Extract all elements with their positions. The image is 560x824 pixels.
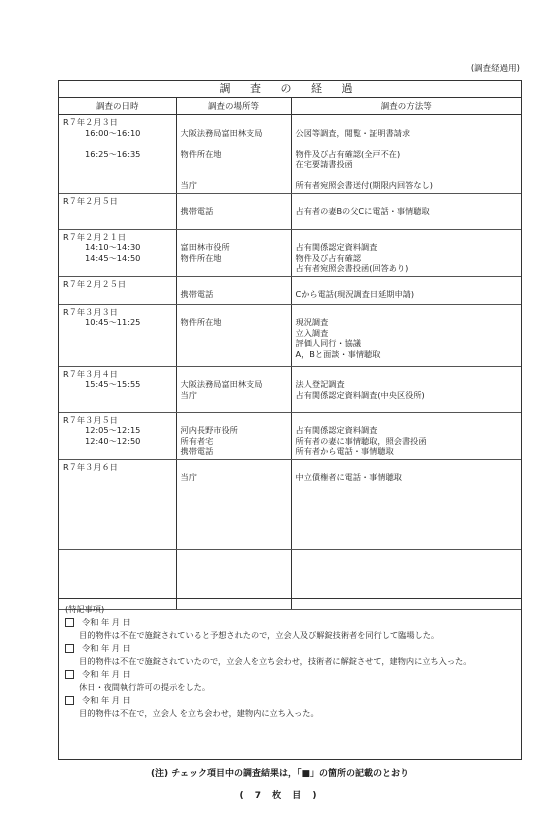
date-line: R７年２月３日 bbox=[63, 117, 118, 127]
cell-date bbox=[59, 193, 176, 229]
place-line: 大阪法務局富田林支局 bbox=[180, 379, 263, 389]
place-line bbox=[181, 279, 287, 290]
place-line bbox=[181, 462, 287, 473]
form-type-label: (調査経過用) bbox=[470, 64, 520, 74]
date-line bbox=[63, 159, 172, 170]
date-line: R７年２月２１日 bbox=[63, 231, 127, 242]
table-row bbox=[59, 276, 521, 304]
table-header-row bbox=[59, 98, 521, 115]
cell-method bbox=[291, 459, 521, 549]
date-line bbox=[63, 289, 172, 300]
place-line bbox=[181, 170, 287, 181]
note-text: 目的物件は不在で施錠されていたので，立会人を立ち会わせ，技術者に解錠させて，建物内に立ち入った。 bbox=[79, 656, 472, 666]
place-line: 当庁 bbox=[180, 389, 197, 400]
cell-place bbox=[176, 276, 291, 304]
page-title: 調 査 の 経 過 bbox=[59, 81, 521, 98]
method-line: 物件及び占有確認(全戸不在) bbox=[295, 148, 401, 159]
note-text: 目的物件は不在で，立会人 を立ち会わせ，建物内に立ち入った。 bbox=[79, 708, 319, 718]
note-checkbox[interactable] bbox=[65, 644, 74, 653]
method-line: 所有者宛照会書送付(期限内回答なし) bbox=[295, 180, 433, 190]
table-row bbox=[59, 115, 521, 194]
special-notes bbox=[59, 598, 521, 759]
place-line bbox=[181, 415, 287, 426]
place-line: 物件所在地 bbox=[180, 252, 222, 263]
cell-method bbox=[291, 229, 521, 276]
method-line: Cから電話(現況調査日延期申請) bbox=[295, 289, 415, 299]
place-line bbox=[181, 117, 287, 128]
date-line: 14:45～14:50 bbox=[85, 252, 141, 263]
col-header-date: 調査の日時 bbox=[59, 98, 176, 115]
method-line bbox=[296, 279, 518, 290]
method-line: 所有者から電話・事情聴取 bbox=[295, 446, 394, 456]
cell-date bbox=[59, 412, 176, 459]
date-line: R７年３月３日 bbox=[63, 306, 118, 317]
method-line: 占有者宛照会書投函(回答あり) bbox=[295, 263, 409, 273]
place-line: 富田林市役所 bbox=[180, 242, 230, 252]
method-line bbox=[296, 196, 518, 207]
method-line bbox=[296, 415, 518, 426]
method-line: A，Bと面談・事情聴取 bbox=[295, 348, 381, 359]
place-line bbox=[181, 349, 287, 360]
cell-method bbox=[291, 412, 521, 459]
date-line: 16:00～16:10 bbox=[85, 127, 141, 138]
cell-date bbox=[59, 276, 176, 304]
cell-place bbox=[176, 193, 291, 229]
place-line: 河内長野市役所 bbox=[180, 425, 238, 435]
method-line: 所有者の妻に事情聴取，照会書投函 bbox=[295, 435, 427, 446]
method-line: 占有関係認定資料調査 bbox=[295, 425, 378, 435]
method-line: 占有関係認定資料調査 bbox=[295, 242, 378, 252]
place-line: 携帯電話 bbox=[180, 289, 214, 299]
cell-method bbox=[291, 304, 521, 366]
table-row bbox=[59, 229, 521, 276]
date-line: 14:10～14:30 bbox=[85, 242, 141, 252]
cell-date bbox=[59, 229, 176, 276]
method-line: 物件及び占有確認 bbox=[295, 252, 362, 263]
cell-place bbox=[176, 115, 291, 194]
footnote: (注) チェック項目中の調査結果は，「■」の箇所の記載のとおり bbox=[150, 769, 410, 779]
note-text: 休日・夜間執行許可の提示をした。 bbox=[79, 682, 211, 692]
cell-method bbox=[291, 276, 521, 304]
note-date: 令和 年 月 日 bbox=[82, 643, 131, 653]
date-line: R７年３月６日 bbox=[63, 461, 118, 472]
col-header-method: 調査の方法等 bbox=[291, 98, 521, 115]
method-line bbox=[296, 462, 518, 473]
note-item bbox=[65, 694, 515, 707]
place-line bbox=[181, 196, 287, 207]
method-line: 公図等調査，閲覧・証明書請求 bbox=[295, 127, 411, 138]
page-number: ( 7 枚 目 ) bbox=[239, 791, 321, 801]
place-line: 物件所在地 bbox=[180, 317, 222, 327]
table-row bbox=[59, 366, 521, 412]
method-line: 占有関係認定資料調査(中央区役所) bbox=[295, 389, 425, 400]
cell-place bbox=[176, 459, 291, 549]
place-line bbox=[181, 328, 287, 339]
method-line bbox=[296, 369, 518, 380]
date-line bbox=[63, 390, 172, 401]
place-line bbox=[181, 369, 287, 380]
note-date: 令和 年 月 日 bbox=[82, 695, 131, 705]
date-line bbox=[63, 446, 172, 457]
note-checkbox[interactable] bbox=[65, 696, 74, 705]
date-line: R７年２月５日 bbox=[63, 195, 118, 206]
cell-date bbox=[59, 304, 176, 366]
cell-place bbox=[176, 229, 291, 276]
note-date: 令和 年 月 日 bbox=[82, 617, 131, 627]
method-line: 立入調査 bbox=[295, 327, 329, 338]
date-line: 12:40～12:50 bbox=[85, 435, 141, 446]
method-line bbox=[296, 232, 518, 243]
place-line bbox=[181, 263, 287, 274]
table-row bbox=[59, 459, 521, 549]
note-item bbox=[65, 668, 515, 681]
date-line bbox=[63, 263, 172, 274]
method-line: 法人登記調査 bbox=[295, 379, 345, 389]
place-line bbox=[181, 138, 287, 149]
date-line bbox=[63, 328, 172, 339]
note-checkbox[interactable] bbox=[65, 618, 74, 627]
place-line bbox=[181, 159, 287, 170]
cell-method bbox=[291, 193, 521, 229]
note-checkbox[interactable] bbox=[65, 670, 74, 679]
note-text: 目的物件は不在で施錠されていると予想されたので，立会人及び解錠技術者を同行して臨場した。 bbox=[79, 630, 440, 640]
date-line bbox=[63, 349, 172, 360]
date-line bbox=[63, 180, 172, 191]
survey-log-frame bbox=[58, 80, 522, 760]
date-line: 12:05～12:15 bbox=[85, 425, 141, 435]
method-line: 占有者の妻Bの父Cに電話・事情聴取 bbox=[295, 206, 430, 216]
place-line: 当庁 bbox=[180, 472, 197, 482]
date-line bbox=[63, 338, 172, 349]
method-line: 在宅要請書投函 bbox=[295, 159, 353, 169]
place-line: 携帯電話 bbox=[180, 446, 214, 456]
date-line: 10:45～11:25 bbox=[85, 317, 141, 327]
place-line: 所有者宅 bbox=[180, 435, 214, 446]
date-line: R７年３月４日 bbox=[63, 368, 118, 379]
table-row bbox=[59, 304, 521, 366]
date-line bbox=[63, 170, 172, 181]
notes-heading: (特記事項) bbox=[65, 604, 105, 614]
method-line bbox=[296, 138, 518, 149]
place-line bbox=[181, 338, 287, 349]
method-line bbox=[296, 170, 518, 181]
date-line bbox=[63, 472, 172, 483]
place-line: 大阪法務局富田林支局 bbox=[180, 127, 263, 138]
method-line bbox=[296, 117, 518, 128]
cell-method bbox=[291, 115, 521, 194]
cell-date bbox=[59, 459, 176, 549]
place-line: 携帯電話 bbox=[180, 206, 214, 216]
place-line: 物件所在地 bbox=[180, 148, 222, 159]
note-date: 令和 年 月 日 bbox=[82, 669, 131, 679]
cell-place bbox=[176, 366, 291, 412]
method-line: 現況調査 bbox=[295, 317, 329, 327]
table-row bbox=[59, 412, 521, 459]
note-item bbox=[65, 616, 515, 629]
place-line: 当庁 bbox=[180, 180, 197, 190]
cell-date bbox=[59, 115, 176, 194]
date-line bbox=[63, 206, 172, 217]
cell-method bbox=[291, 366, 521, 412]
date-line: R７年３月５日 bbox=[63, 414, 118, 425]
method-line: 評価人同行・協議 bbox=[295, 338, 362, 348]
date-line: R７年２月２５日 bbox=[63, 278, 127, 289]
survey-table bbox=[59, 98, 521, 610]
note-item bbox=[65, 642, 515, 655]
date-line: 15:45～15:55 bbox=[85, 379, 141, 389]
col-header-place: 調査の場所等 bbox=[176, 98, 291, 115]
method-line: 中立債権者に電話・事情聴取 bbox=[295, 472, 402, 482]
date-line bbox=[63, 138, 172, 149]
cell-date bbox=[59, 366, 176, 412]
method-line bbox=[296, 307, 518, 318]
place-line bbox=[181, 307, 287, 318]
cell-place bbox=[176, 412, 291, 459]
cell-place bbox=[176, 304, 291, 366]
table-row bbox=[59, 193, 521, 229]
place-line bbox=[181, 232, 287, 243]
date-line: 16:25～16:35 bbox=[85, 148, 141, 159]
